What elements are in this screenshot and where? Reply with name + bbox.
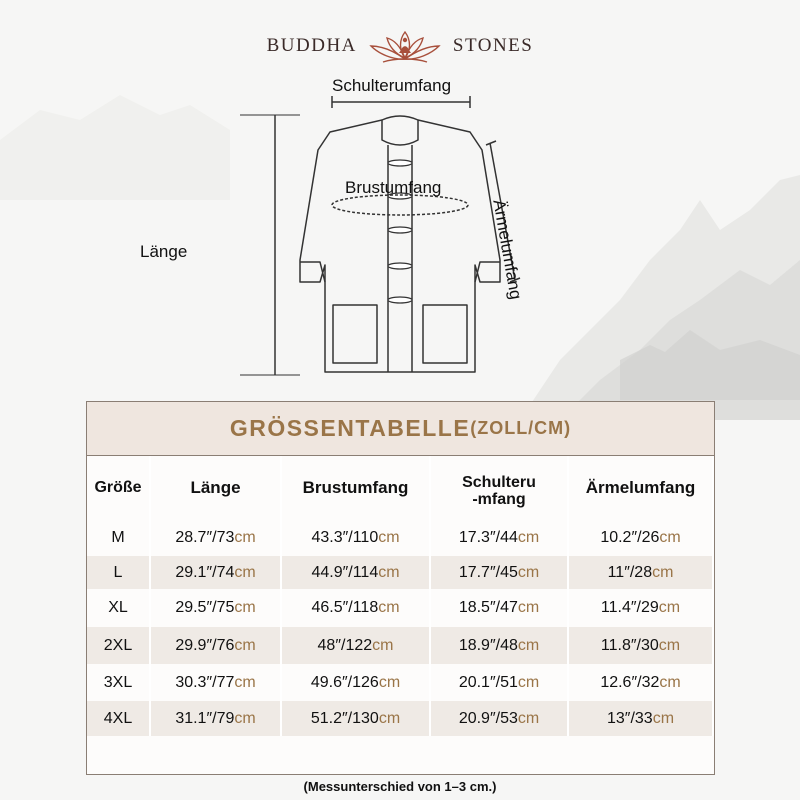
table-row bbox=[87, 627, 714, 664]
cell-unit: cm bbox=[517, 563, 540, 581]
table-cell-sleeve bbox=[569, 701, 714, 736]
table-cell-chest bbox=[282, 664, 431, 701]
cell-unit: cm bbox=[234, 673, 256, 691]
cell-value: L bbox=[113, 563, 123, 581]
table-cell-sleeve bbox=[569, 520, 714, 556]
cell-value: 44.9″/114 bbox=[311, 563, 379, 581]
cell-unit: cm bbox=[378, 529, 400, 546]
table-cell-shoulder bbox=[431, 556, 569, 589]
table-cell-shoulder bbox=[431, 701, 569, 736]
table-cell-shoulder bbox=[431, 520, 569, 556]
cell-value: 17.3″/44 bbox=[458, 529, 518, 546]
cell-value: 11.8″/30 bbox=[600, 636, 659, 654]
table-cell-shoulder bbox=[431, 664, 569, 701]
table-cell-chest bbox=[282, 589, 431, 627]
cell-unit: cm bbox=[234, 529, 256, 546]
cell-unit: cm bbox=[659, 529, 681, 546]
lotus-meditation-logo-icon bbox=[365, 26, 445, 66]
cell-value: M bbox=[111, 529, 125, 546]
table-cell-size bbox=[87, 627, 151, 664]
size-chart-title-text: GRÖSSENTABELLE bbox=[229, 415, 471, 441]
cell-unit: cm bbox=[658, 599, 681, 616]
cell-value: 49.6″/126 bbox=[310, 673, 379, 691]
table-cell-size bbox=[87, 664, 151, 701]
table-cell-length bbox=[151, 589, 282, 627]
cell-unit: cm bbox=[652, 563, 674, 581]
cell-value: 17.7″/45 bbox=[458, 563, 518, 581]
cell-value: 12.6″/32 bbox=[600, 673, 660, 691]
cell-value: 18.9″/48 bbox=[458, 636, 518, 654]
table-cell-sleeve bbox=[569, 556, 714, 589]
table-cell-sleeve bbox=[569, 627, 714, 664]
cell-value: 10.2″/26 bbox=[600, 529, 660, 546]
cell-unit: cm bbox=[234, 636, 256, 654]
size-chart-title-unit: (ZOLL/CM) bbox=[470, 418, 572, 438]
shoulder-width-label: Schulterumfang bbox=[332, 76, 452, 95]
size-chart-body bbox=[87, 520, 714, 736]
table-row bbox=[87, 664, 714, 701]
table-row bbox=[87, 556, 714, 589]
table-cell-sleeve bbox=[569, 664, 714, 701]
cell-unit: cm bbox=[517, 673, 540, 691]
cell-unit: cm bbox=[378, 673, 401, 691]
header-shoulder bbox=[431, 456, 569, 520]
table-cell-length bbox=[151, 664, 282, 701]
cell-unit: cm bbox=[658, 636, 681, 654]
table-cell-chest bbox=[282, 701, 431, 736]
table-header-row bbox=[87, 456, 714, 520]
cell-value: 51.2″/130 bbox=[310, 709, 379, 727]
cell-unit: cm bbox=[234, 563, 256, 581]
header-length: Länge bbox=[151, 456, 282, 520]
header-shoulder-line2: -mfang bbox=[472, 491, 526, 508]
table-cell-size bbox=[87, 701, 151, 736]
jacket-measurement-diagram bbox=[0, 70, 800, 390]
cell-value: 29.9″/76 bbox=[175, 636, 235, 654]
cell-value: 31.1″/79 bbox=[175, 709, 235, 727]
table-cell-length bbox=[151, 701, 282, 736]
cell-value: 11.4″/29 bbox=[600, 599, 659, 616]
cell-value: 3XL bbox=[103, 673, 133, 691]
table-cell-size bbox=[87, 520, 151, 556]
cell-unit: cm bbox=[517, 709, 540, 727]
header-shoulder-line1: Schulteru bbox=[462, 474, 536, 491]
cell-value: 48″/122 bbox=[317, 636, 373, 654]
cell-value: 4XL bbox=[103, 709, 133, 727]
length-label: Länge bbox=[140, 242, 188, 261]
header-size: Größe bbox=[87, 456, 151, 520]
table-cell-size bbox=[87, 556, 151, 589]
sleeve-width-label: Ärmelumfang bbox=[489, 198, 526, 301]
cell-value: 28.7″/73 bbox=[175, 529, 235, 546]
cell-value: XL bbox=[108, 599, 128, 616]
cell-unit: cm bbox=[517, 636, 540, 654]
table-cell-size bbox=[87, 589, 151, 627]
size-chart-title bbox=[87, 402, 714, 456]
table-cell-length bbox=[151, 556, 282, 589]
table-row bbox=[87, 701, 714, 736]
table-row bbox=[87, 589, 714, 627]
table-cell-shoulder bbox=[431, 589, 569, 627]
cell-unit: cm bbox=[517, 599, 540, 616]
size-chart-table bbox=[86, 401, 715, 775]
brand-logo bbox=[0, 28, 800, 64]
table-cell-shoulder bbox=[431, 627, 569, 664]
cell-unit: cm bbox=[378, 599, 400, 616]
cell-value: 20.1″/51 bbox=[458, 673, 518, 691]
table-cell-length bbox=[151, 627, 282, 664]
cell-unit: cm bbox=[659, 673, 681, 691]
cell-unit: cm bbox=[652, 709, 675, 727]
header-sleeve: Ärmelumfang bbox=[569, 456, 714, 520]
table-cell-chest bbox=[282, 520, 431, 556]
cell-unit: cm bbox=[378, 563, 400, 581]
brand-name-left: BUDDHA bbox=[266, 35, 357, 56]
cell-value: 30.3″/77 bbox=[175, 673, 235, 691]
cell-unit: cm bbox=[372, 636, 394, 654]
cell-value: 13″/33 bbox=[606, 709, 653, 727]
cell-value: 20.9″/53 bbox=[458, 709, 518, 727]
size-chart-grid bbox=[87, 456, 714, 736]
cell-unit: cm bbox=[234, 709, 256, 727]
header-chest: Brustumfang bbox=[282, 456, 431, 520]
cell-unit: cm bbox=[234, 599, 256, 616]
measurement-tolerance-note: (Messunterschied von 1–3 cm.) bbox=[303, 779, 497, 794]
table-cell-length bbox=[151, 520, 282, 556]
chest-width-label: Brustumfang bbox=[345, 178, 442, 197]
cell-value: 11″/28 bbox=[607, 563, 653, 581]
cell-value: 46.5″/118 bbox=[311, 599, 379, 616]
table-cell-sleeve bbox=[569, 589, 714, 627]
cell-value: 18.5″/47 bbox=[458, 599, 518, 616]
cell-value: 2XL bbox=[103, 636, 133, 654]
table-cell-chest bbox=[282, 556, 431, 589]
cell-value: 43.3″/110 bbox=[311, 529, 379, 546]
cell-value: 29.1″/74 bbox=[175, 563, 235, 581]
brand-name-right: STONES bbox=[452, 35, 534, 56]
table-row bbox=[87, 520, 714, 556]
cell-unit: cm bbox=[517, 529, 540, 546]
table-cell-chest bbox=[282, 627, 431, 664]
cell-value: 29.5″/75 bbox=[175, 599, 235, 616]
cell-unit: cm bbox=[378, 709, 401, 727]
